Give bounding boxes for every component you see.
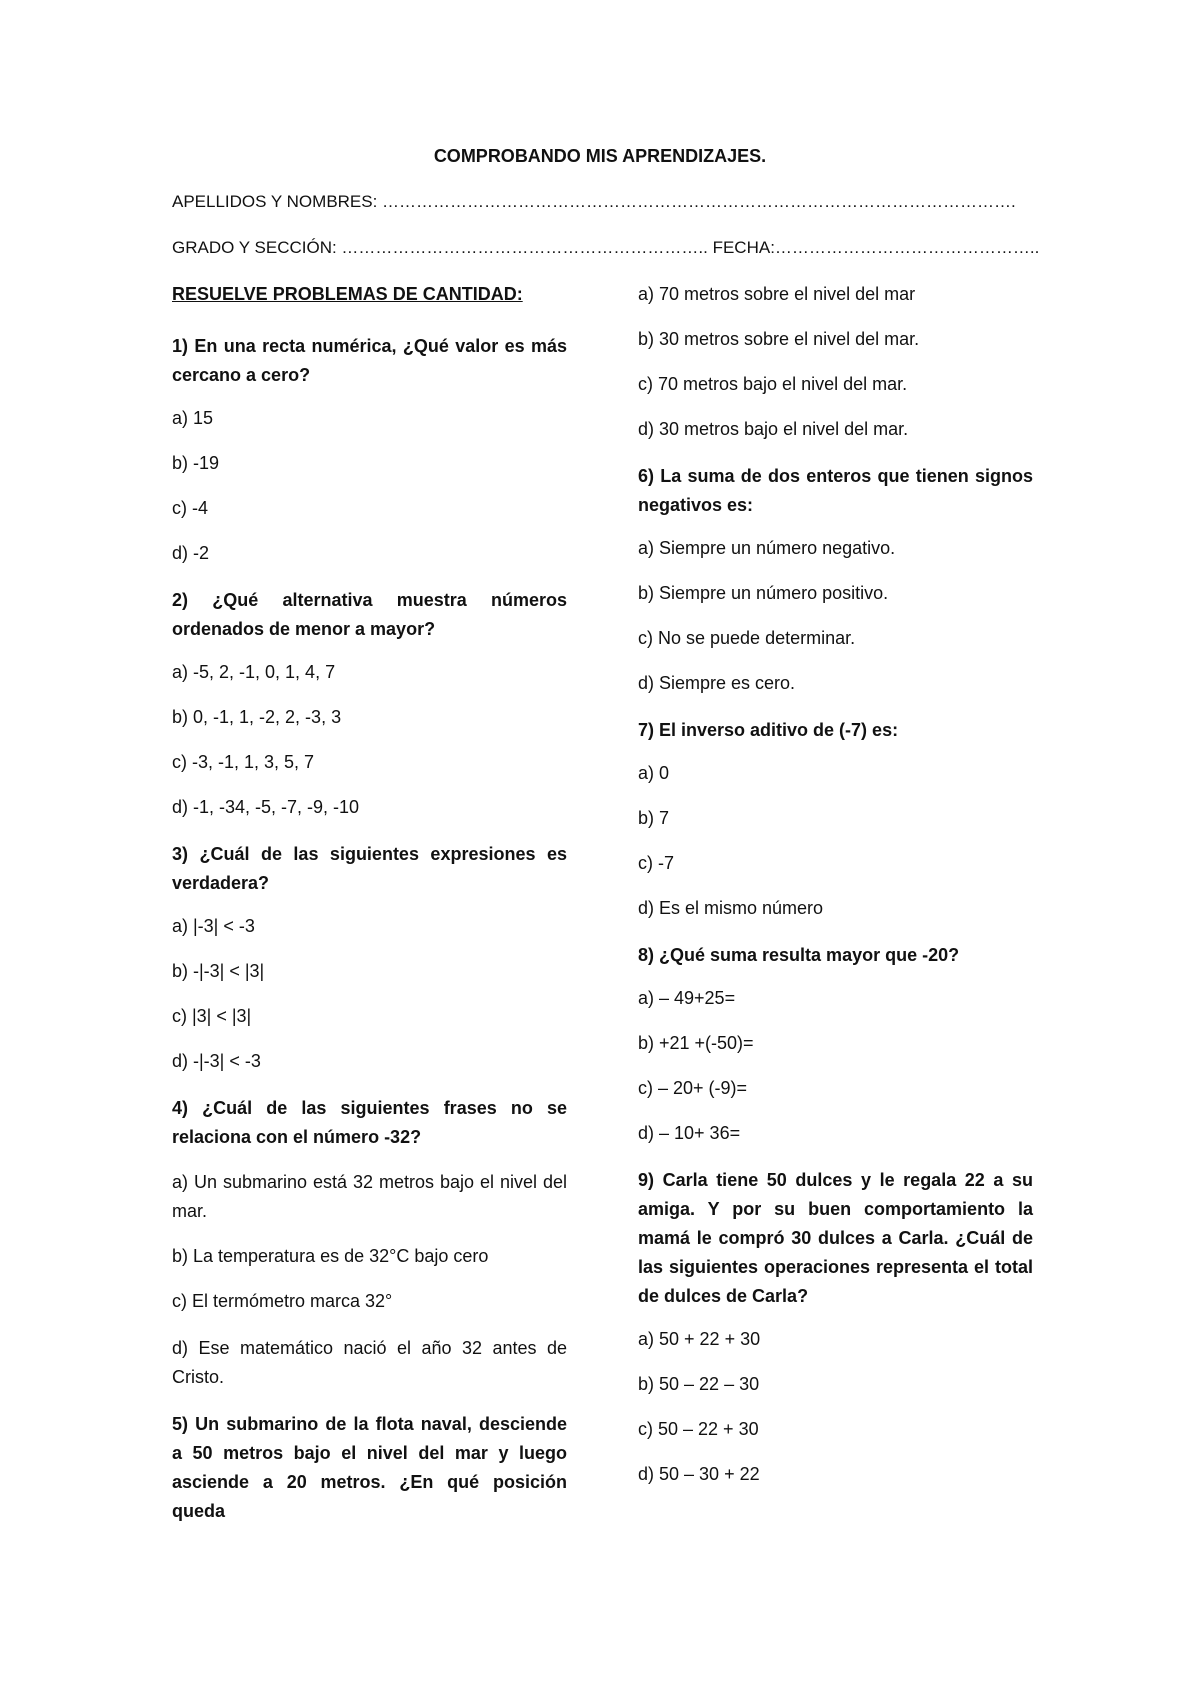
q3-option-b: b) -|-3| < |3|: [172, 961, 265, 981]
section-title: RESUELVE PROBLEMAS DE CANTIDAD:: [172, 284, 523, 304]
q7-option-d: d) Es el mismo número: [638, 898, 824, 918]
q5-option-b: b) 30 metros sobre el nivel del mar.: [638, 329, 920, 349]
q9-option-c: c) 50 – 22 + 30: [638, 1419, 759, 1439]
q6-option-d: d) Siempre es cero.: [638, 673, 796, 693]
question-6: 6) La suma de dos enteros que tienen signos negativos es:: [638, 466, 1033, 515]
q7-option-a: a) 0: [638, 763, 670, 783]
q7-option-b: b) 7: [638, 808, 670, 828]
q4-option-a: a) Un submarino está 32 metros bajo el nivel del mar.: [172, 1172, 567, 1221]
q4-option-b: b) La temperatura es de 32°C bajo cero: [172, 1246, 489, 1266]
q2-option-b: b) 0, -1, 1, -2, 2, -3, 3: [172, 707, 342, 727]
q3-option-a: a) |-3| < -3: [172, 916, 255, 936]
q6-option-b: b) Siempre un número positivo.: [638, 583, 889, 603]
grade-date-field-line: GRADO Y SECCIÓN: ……………………………………………………….. FECHA:………………………………………..: [172, 238, 1040, 257]
right-column: [638, 282, 1033, 1507]
page-title: COMPROBANDO MIS APRENDIZAJES.: [433, 146, 767, 166]
q9-option-b: b) 50 – 22 – 30: [638, 1374, 760, 1394]
q1-option-a: a) 15: [172, 408, 214, 428]
q9-option-a: a) 50 + 22 + 30: [638, 1329, 761, 1349]
q8-option-d: d) – 10+ 36=: [638, 1123, 741, 1143]
q6-option-a: a) Siempre un número negativo.: [638, 538, 896, 558]
left-column: [172, 282, 567, 1542]
q2-option-d: d) -1, -34, -5, -7, -9, -10: [172, 797, 360, 817]
question-1: 1) En una recta numérica, ¿Qué valor es más cercano a cero?: [172, 336, 567, 385]
name-field-line: APELLIDOS Y NOMBRES: ………………………………………………………………………………………………….: [172, 192, 1016, 211]
q5-option-a: a) 70 metros sobre el nivel del mar: [638, 284, 916, 304]
q8-option-b: b) +21 +(-50)=: [638, 1033, 754, 1053]
q7-option-c: c) -7: [638, 853, 674, 873]
q3-option-c: c) |3| < |3|: [172, 1006, 252, 1026]
q2-option-a: a) -5, 2, -1, 0, 1, 4, 7: [172, 662, 336, 682]
question-3: 3) ¿Cuál de las siguientes expresiones es verdadera?: [172, 844, 567, 893]
q1-option-d: d) -2: [172, 543, 210, 563]
q8-option-c: c) – 20+ (-9)=: [638, 1078, 748, 1098]
q2-option-c: c) -3, -1, 1, 3, 5, 7: [172, 752, 315, 772]
question-9: 9) Carla tiene 50 dulces y le regala 22 a su amiga. Y por su buen comportamiento la mamá le compró 30 dulces a Carla. ¿Cuál de las siguientes operaciones representa el total de dulces de Carla?: [638, 1170, 1033, 1306]
question-7: 7) El inverso aditivo de (-7) es:: [638, 720, 899, 740]
q6-option-c: c) No se puede determinar.: [638, 628, 856, 648]
question-8: 8) ¿Qué suma resulta mayor que -20?: [638, 945, 960, 965]
q1-option-b: b) -19: [172, 453, 220, 473]
q9-option-d: d) 50 – 30 + 22: [638, 1464, 760, 1484]
q4-option-d: d) Ese matemático nació el año 32 antes de Cristo.: [172, 1338, 567, 1387]
q5-option-d: d) 30 metros bajo el nivel del mar.: [638, 419, 909, 439]
q8-option-a: a) – 49+25=: [638, 988, 736, 1008]
question-2: 2) ¿Qué alternativa muestra números ordenados de menor a mayor?: [172, 590, 567, 639]
q1-option-c: c) -4: [172, 498, 208, 518]
question-4: 4) ¿Cuál de las siguientes frases no se relaciona con el número -32?: [172, 1098, 567, 1147]
q5-option-c: c) 70 metros bajo el nivel del mar.: [638, 374, 908, 394]
question-5: 5) Un submarino de la flota naval, desciende a 50 metros bajo el nivel del mar y luego asciende a 20 metros. ¿En qué posición queda: [172, 1414, 567, 1521]
q4-option-c: c) El termómetro marca 32°: [172, 1291, 393, 1311]
q3-option-d: d) -|-3| < -3: [172, 1051, 261, 1071]
